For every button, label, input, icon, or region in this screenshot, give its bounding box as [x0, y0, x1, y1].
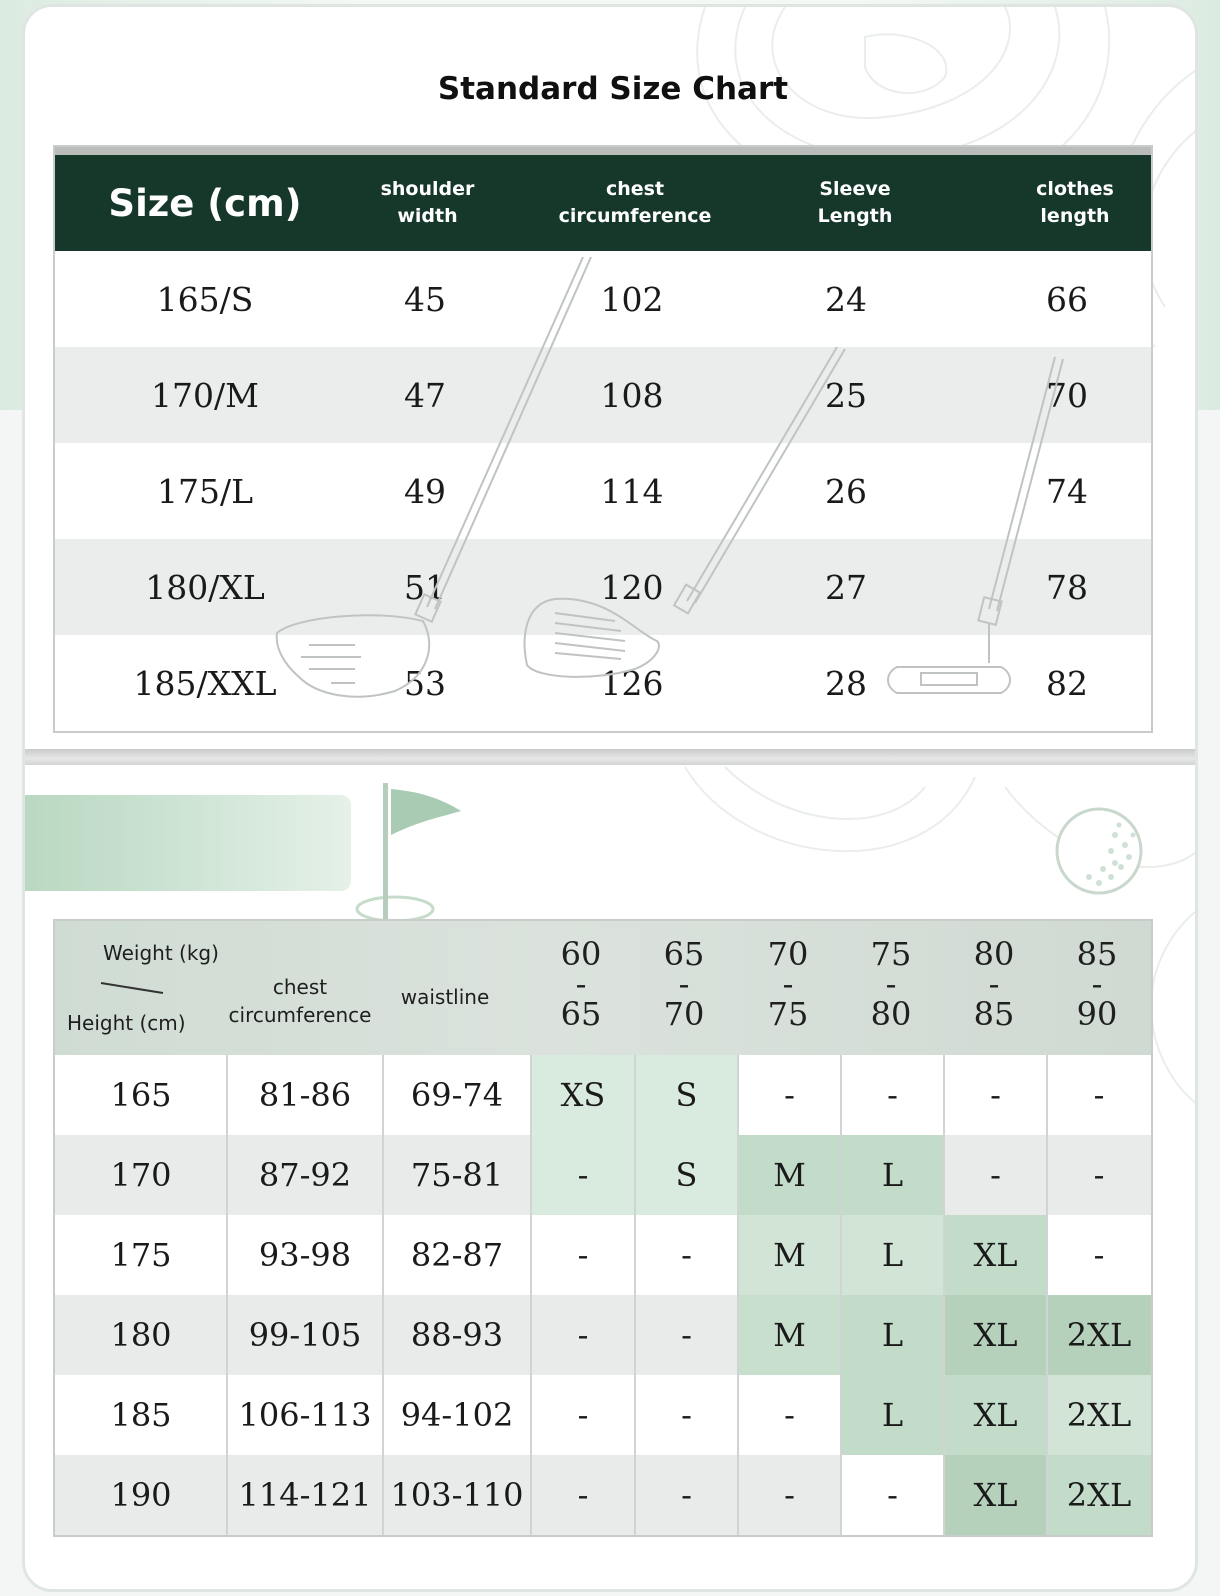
- size-cell: -: [1093, 1156, 1105, 1194]
- table-row: [55, 1375, 1151, 1455]
- column-divider: [1046, 1055, 1048, 1537]
- shoulder-cell: 45: [404, 279, 446, 319]
- sleeve-cell: 28: [825, 663, 867, 703]
- size-cell: L: [841, 1215, 944, 1295]
- header-size: Size (cm): [108, 181, 302, 225]
- size-cell: -: [990, 1076, 1001, 1114]
- height-cell: 190: [110, 1476, 172, 1514]
- section-divider: [25, 749, 1198, 765]
- height-cell: 170: [110, 1156, 172, 1194]
- size-cell: S: [635, 1135, 738, 1215]
- waist-cell: 75-81: [410, 1156, 504, 1194]
- shoulder-cell: 51: [404, 567, 446, 607]
- table-row: [55, 347, 1151, 443]
- chest-cell: 81-86: [258, 1076, 352, 1114]
- size-cell: S: [635, 1055, 738, 1135]
- standard-size-table: [53, 145, 1153, 733]
- size-cell: XL: [944, 1215, 1047, 1295]
- size-cell: -: [841, 1455, 944, 1535]
- size-cell: XL: [944, 1375, 1047, 1455]
- sleeve-cell: 24: [825, 279, 867, 319]
- size-cell: -: [577, 1396, 589, 1434]
- size-recommendation-table: [53, 919, 1153, 1537]
- length-cell: 78: [1046, 567, 1088, 607]
- chest-cell: 108: [600, 375, 664, 415]
- size-cell: L: [841, 1295, 944, 1375]
- length-cell: 82: [1046, 663, 1088, 703]
- weight-range-75-80: 75 - 80: [870, 935, 912, 1033]
- size-cell: -: [887, 1076, 898, 1114]
- chest-cell: 120: [600, 567, 664, 607]
- header-clothes-length: clothes length: [1036, 178, 1114, 227]
- column-divider: [226, 1055, 228, 1537]
- sleeve-cell: 27: [825, 567, 867, 607]
- size-cell: -: [577, 1316, 589, 1354]
- size-cell: -: [681, 1476, 692, 1514]
- shoulder-cell: 49: [404, 471, 446, 511]
- size-cell: XL: [944, 1295, 1047, 1375]
- size-cell: M: [738, 1295, 841, 1375]
- chest-cell: 114: [600, 471, 664, 511]
- table-row: [55, 251, 1151, 347]
- size-cell: 2XL: [1047, 1295, 1151, 1375]
- waist-cell: 69-74: [410, 1076, 504, 1114]
- golf-flag-icon: [355, 783, 475, 923]
- golf-ball-icon: [1053, 805, 1145, 897]
- chest-cell: 102: [600, 279, 664, 319]
- table-row: [55, 1295, 1151, 1375]
- size-cell: 170/M: [151, 375, 259, 415]
- weight-range-85-90: 85 - 90: [1076, 935, 1118, 1033]
- weight-range-70-75: 70 - 75: [767, 935, 809, 1033]
- height-cell: 180: [110, 1316, 172, 1354]
- diagonal-divider: [99, 979, 165, 995]
- size-chart-card: [22, 4, 1198, 1592]
- weight-range-80-85: 80 - 85: [973, 935, 1015, 1033]
- header-sleeve-length: Sleeve Length: [817, 178, 893, 227]
- table-row: [55, 539, 1151, 635]
- size-cell: -: [784, 1076, 795, 1114]
- size-cell: -: [681, 1236, 692, 1274]
- size-cell: -: [681, 1316, 692, 1354]
- size-cell: 2XL: [1047, 1375, 1151, 1455]
- size-cell: -: [531, 1135, 635, 1215]
- waist-cell: 82-87: [410, 1236, 504, 1274]
- size-cell: 175/L: [156, 471, 254, 511]
- height-axis-label: Height (cm): [67, 1011, 186, 1035]
- chest-cell: 114-121: [238, 1476, 372, 1514]
- green-banner: [25, 795, 351, 891]
- column-divider: [382, 1055, 384, 1537]
- page-title: Standard Size Chart: [437, 71, 789, 107]
- recommendation-table-header: [55, 921, 1151, 1055]
- size-cell: -: [1093, 1236, 1105, 1274]
- size-cell: -: [681, 1396, 692, 1434]
- size-cell: XL: [944, 1455, 1047, 1535]
- header-chest-circumference: chest circumference: [558, 178, 712, 227]
- size-cell: M: [738, 1135, 841, 1215]
- size-cell: 185/XXL: [133, 663, 277, 703]
- size-cell: -: [784, 1396, 795, 1434]
- size-cell: -: [577, 1476, 589, 1514]
- header-shoulder-width: shoulder width: [380, 178, 475, 227]
- size-cell: 180/XL: [145, 567, 265, 607]
- size-cell: -: [990, 1156, 1001, 1194]
- length-cell: 70: [1046, 375, 1088, 415]
- column-divider: [530, 1055, 532, 1537]
- height-cell: 185: [110, 1396, 172, 1434]
- waist-cell: 94-102: [400, 1396, 514, 1434]
- table-row: [55, 1055, 1151, 1135]
- length-cell: 74: [1046, 471, 1088, 511]
- size-cell: 2XL: [1047, 1455, 1151, 1535]
- size-table-header: [55, 147, 1151, 251]
- shoulder-cell: 53: [404, 663, 446, 703]
- header-chest-circumference: chest circumference: [228, 975, 372, 1027]
- header-waistline: waistline: [400, 985, 490, 1009]
- length-cell: 66: [1046, 279, 1088, 319]
- size-cell: -: [577, 1236, 589, 1274]
- size-cell: 165/S: [156, 279, 254, 319]
- size-cell: M: [738, 1215, 841, 1295]
- chest-cell: 87-92: [258, 1156, 352, 1194]
- sleeve-cell: 26: [825, 471, 867, 511]
- column-divider: [943, 1055, 945, 1537]
- waist-cell: 103-110: [390, 1476, 524, 1514]
- table-row: [55, 1215, 1151, 1295]
- table-row: [55, 443, 1151, 539]
- sleeve-cell: 25: [825, 375, 867, 415]
- size-cell: L: [841, 1375, 944, 1455]
- column-divider: [840, 1055, 842, 1537]
- size-cell: -: [1093, 1076, 1105, 1114]
- column-divider: [737, 1055, 739, 1537]
- size-cell: L: [841, 1135, 944, 1215]
- shoulder-cell: 47: [404, 375, 446, 415]
- table-row: [55, 1135, 1151, 1215]
- size-cell: XS: [531, 1055, 635, 1135]
- weight-range-60-65: 60 - 65: [560, 935, 602, 1033]
- chest-cell: 99-105: [248, 1316, 362, 1354]
- chest-cell: 93-98: [258, 1236, 352, 1274]
- chest-cell: 126: [600, 663, 664, 703]
- chest-cell: 106-113: [238, 1396, 372, 1434]
- size-cell: -: [784, 1476, 795, 1514]
- height-cell: 165: [110, 1076, 172, 1114]
- weight-axis-label: Weight (kg): [103, 941, 219, 965]
- column-divider: [634, 1055, 636, 1537]
- table-row: [55, 1455, 1151, 1535]
- waist-cell: 88-93: [410, 1316, 504, 1354]
- table-row: [55, 635, 1151, 731]
- height-cell: 175: [110, 1236, 172, 1274]
- weight-range-65-70: 65 - 70: [663, 935, 705, 1033]
